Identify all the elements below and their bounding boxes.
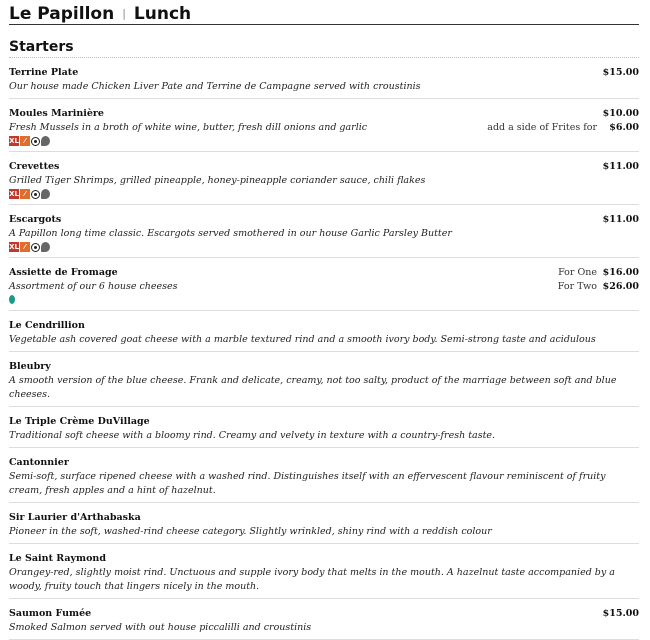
item-info — [9, 160, 425, 200]
item-prices — [629, 319, 639, 347]
item-description: Vegetable ash covered goat cheese with a marble textured rind and a smooth ivory body. Semi-strong taste and acidulous — [9, 334, 596, 345]
seafood-icon — [41, 189, 50, 199]
menu-item — [9, 599, 639, 640]
price-amount: $16.00 — [602, 267, 639, 278]
spicy-xl-icon: XL — [9, 137, 19, 145]
price-line — [601, 213, 639, 227]
item-name: Bleubry — [9, 361, 51, 372]
allergen-slash-icon: ⁄ — [20, 242, 30, 252]
price-line — [558, 266, 639, 280]
price-amount: $15.00 — [602, 67, 639, 78]
page-title — [9, 3, 639, 25]
item-prices — [591, 160, 639, 200]
section-heading: Starters — [9, 38, 639, 58]
menu-item — [9, 152, 639, 205]
allergen-slash-icon: ⁄ — [20, 189, 30, 199]
target-circle-icon — [31, 190, 40, 199]
item-name: Terrine Plate — [9, 67, 79, 78]
price-amount: $15.00 — [602, 608, 639, 619]
menu-item — [9, 205, 639, 258]
price-line — [558, 280, 639, 294]
menu-name: Lunch — [133, 4, 192, 24]
menu-item — [9, 407, 639, 448]
item-info — [9, 107, 367, 147]
item-description: Orangey-red, slightly moist rind. Unctuous and supple ivory body that melts in the mouth. A hazelnut taste accompanied by a woody, fruity touch that lingers nicely in the mouth. — [9, 567, 615, 592]
menu-item — [9, 503, 639, 544]
price-amount: $10.00 — [602, 108, 639, 119]
price-amount: $26.00 — [602, 281, 639, 292]
price-amount: $11.00 — [602, 214, 639, 225]
menu-item — [9, 448, 639, 503]
item-info — [9, 266, 178, 306]
menu-item — [9, 99, 639, 152]
item-prices — [629, 415, 639, 443]
item-info — [9, 607, 311, 635]
item-name: Escargots — [9, 214, 62, 225]
dietary-icons — [9, 189, 425, 200]
item-prices — [591, 66, 639, 94]
menu-item — [9, 544, 639, 599]
item-info — [9, 213, 452, 253]
spicy-xl-icon: XL — [9, 243, 19, 251]
item-prices — [548, 266, 639, 306]
price-label: add a side of Frites for — [487, 122, 597, 133]
item-info — [9, 552, 629, 594]
menu-item — [9, 58, 639, 99]
item-description: Grilled Tiger Shrimps, grilled pineapple, honey-pineapple coriander sauce, chili flakes — [9, 175, 426, 186]
item-name: Le Triple Crème DuVillage — [9, 416, 150, 427]
menu-item — [9, 311, 639, 352]
price-line — [487, 107, 639, 121]
price-line — [601, 160, 639, 174]
item-name: Le Saint Raymond — [9, 553, 106, 564]
item-prices — [629, 552, 639, 594]
item-description: Our house made Chicken Liver Pate and Terrine de Campagne served with croustinis — [9, 81, 421, 92]
item-name: Saumon Fumée — [9, 608, 92, 619]
item-prices — [629, 456, 639, 498]
price-line — [487, 121, 639, 135]
item-info — [9, 66, 421, 94]
item-prices — [629, 360, 639, 402]
item-info — [9, 319, 596, 347]
price-line — [601, 607, 639, 621]
item-description: Fresh Mussels in a broth of white wine, butter, fresh dill onions and garlic — [9, 122, 368, 133]
item-prices — [477, 107, 639, 147]
item-description: A smooth version of the blue cheese. Frank and delicate, creamy, not too salty, product of the marriage between soft and blue cheeses. — [9, 375, 617, 400]
item-prices — [591, 213, 639, 253]
dietary-icons — [9, 242, 452, 253]
item-name: Sir Laurier d'Arthabaska — [9, 512, 141, 523]
seafood-icon — [41, 136, 50, 146]
price-amount: $6.00 — [609, 122, 639, 133]
item-name: Crevettes — [9, 161, 60, 172]
allergen-slash-icon: ⁄ — [20, 136, 30, 146]
price-line — [601, 66, 639, 80]
spicy-xl-icon: XL — [9, 190, 19, 198]
dietary-icons — [9, 136, 367, 147]
item-description: Semi-soft, surface ripened cheese with a washed rind. Distinguishes itself with an effervescent flavour reminiscent of fruity cream, fresh apples and a hint of hazelnut. — [9, 471, 606, 496]
target-circle-icon — [31, 137, 40, 146]
item-prices — [629, 511, 639, 539]
vegetarian-icon — [9, 295, 15, 304]
item-description: Traditional soft cheese with a bloomy rind. Creamy and velvety in texture with a country-fresh taste. — [9, 430, 496, 441]
menu-item — [9, 258, 639, 311]
menu-item — [9, 352, 639, 407]
item-name: Assiette de Fromage — [9, 267, 118, 278]
seafood-icon — [41, 242, 50, 252]
price-label: For One — [558, 267, 597, 278]
item-info — [9, 456, 629, 498]
price-label: For Two — [557, 281, 597, 292]
item-info — [9, 360, 629, 402]
restaurant-name: Le Papillon — [9, 4, 115, 24]
item-name: Le Cendrillion — [9, 320, 85, 331]
target-circle-icon — [31, 243, 40, 252]
item-description: Assortment of our 6 house cheeses — [9, 281, 178, 292]
menu-item-list — [9, 58, 639, 640]
item-info — [9, 415, 495, 443]
price-amount: $11.00 — [602, 161, 639, 172]
item-name: Moules Marinière — [9, 108, 104, 119]
item-description: Pioneer in the soft, washed-rind cheese category. Slightly wrinkled, shiny rind with a reddish colour — [9, 526, 492, 537]
item-name: Cantonnier — [9, 457, 69, 468]
dietary-icons — [9, 295, 178, 306]
item-prices — [591, 607, 639, 635]
item-description: Smoked Salmon served with out house piccalilli and croustinis — [9, 622, 312, 633]
item-description: A Papillon long time classic. Escargots served smothered in our house Garlic Parsley Butter — [9, 228, 452, 239]
title-separator: | — [122, 7, 126, 20]
item-info — [9, 511, 492, 539]
